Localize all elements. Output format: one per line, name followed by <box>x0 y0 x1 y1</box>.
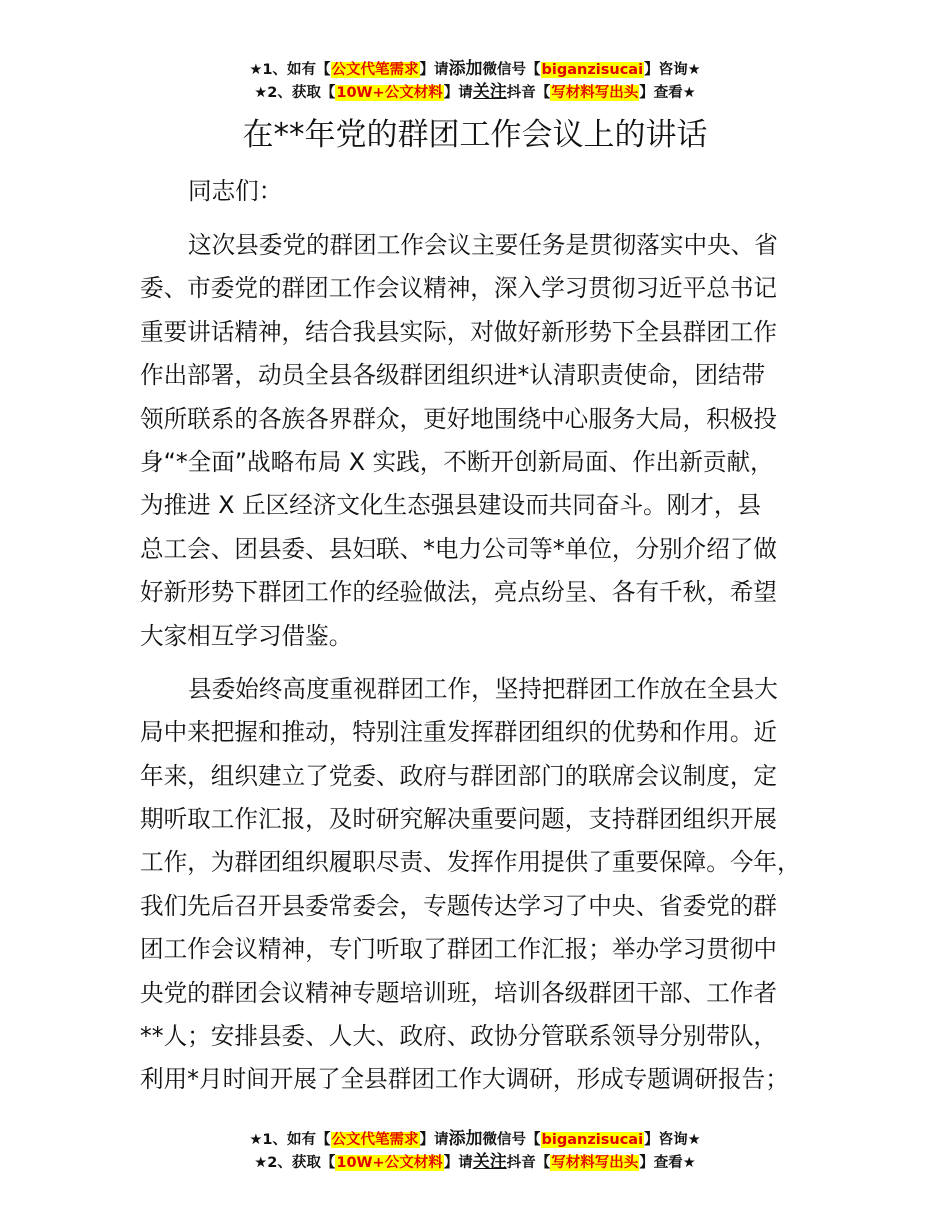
banner-highlight-service: 公文代笔需求 <box>331 62 419 78</box>
greeting: 同志们： <box>188 177 283 205</box>
text-line: 作出部署，动员全县各级群团组织进*认清职责使命，团结带 <box>140 361 766 390</box>
text-line: 领所联系的各族各界群众，更好地围绕中心服务大局，积极投 <box>140 404 778 433</box>
banner-text: 】请 <box>419 62 449 78</box>
text-line: 身“*全面”战略布局 X 实践，不断开创新局面、作出新贡献， <box>140 447 774 476</box>
text-line: 我们先后召开县委常委会，专题传达学习了中央、省委党的群 <box>140 891 778 920</box>
banner-highlight-materials: 10W+公文材料 <box>336 85 443 101</box>
banner-text: 】查看★ <box>639 85 696 101</box>
text-line: **人；安排县委、人大、政府、政协分管联系领导分别带队， <box>140 1022 778 1051</box>
banner-text: 】咨询★ <box>644 62 701 78</box>
banner-text: 抖音【 <box>506 1155 551 1171</box>
banner-highlight-service: 公文代笔需求 <box>331 1132 419 1148</box>
banner-highlight-wechat-id: biganzisucai <box>541 62 644 78</box>
banner-text: 微信号【 <box>482 62 541 78</box>
text-line: 为推进 X 丘区经济文化生态强县建设而共同奋斗。刚才，县 <box>140 491 762 520</box>
banner-text: 抖音【 <box>506 85 551 101</box>
text-line: 央党的群团会议精神专题培训班，培训各级群团干部、工作者 <box>140 978 778 1007</box>
banner-line-1 <box>0 58 950 81</box>
text-line: 局中来把握和推动，特别注重发挥群团组织的优势和作用。近 <box>140 718 778 747</box>
banner-text: 】查看★ <box>639 1155 696 1171</box>
banner-text: 】咨询★ <box>644 1132 701 1148</box>
text-line: 这次县委党的群团工作会议主要任务是贯彻落实中央、省 <box>188 231 778 259</box>
text-line: 利用*月时间开展了全县群团工作大调研，形成专题调研报告； <box>140 1065 789 1094</box>
footer-banner <box>0 1128 950 1174</box>
text-line: 好新形势下群团工作的经验做法，亮点纷呈、各有千秋，希望 <box>140 578 778 607</box>
header-banner <box>0 58 950 104</box>
banner-text: 】请 <box>419 1132 449 1148</box>
banner-text: 】请 <box>443 1155 473 1171</box>
text-line: 工作，为群团组织履职尽责、发挥作用提供了重要保障。今年， <box>140 848 801 877</box>
banner-line-2 <box>0 1151 950 1174</box>
text-line: 期听取工作汇报，及时研究解决重要问题，支持群团组织开展 <box>140 805 778 834</box>
banner-text: ★2、获取【 <box>254 1155 336 1171</box>
banner-text: 微信号【 <box>482 1132 541 1148</box>
text-line: 大家相互学习借鉴。 <box>140 621 353 650</box>
paragraph <box>140 224 830 658</box>
banner-line-1 <box>0 1128 950 1151</box>
text-line: 重要讲话精神，结合我县实际，对做好新形势下全县群团工作 <box>140 317 778 346</box>
text-line: 团工作会议精神，专门听取了群团工作汇报；举办学习贯彻中 <box>140 935 778 964</box>
banner-emphasis: 添加 <box>448 1129 483 1149</box>
document-title: 在**年党的群团工作会议上的讲话 <box>242 117 708 153</box>
text-line: 委、市委党的群团工作会议精神，深入学习贯彻习近平总书记 <box>140 274 778 303</box>
banner-emphasis: 关注 <box>472 82 507 102</box>
banner-highlight-douyin-id: 写材料写出头 <box>551 85 639 101</box>
banner-text: ★1、如有【 <box>249 1132 331 1148</box>
text-line: 县委始终高度重视群团工作，坚持把群团工作放在全县大 <box>188 674 778 703</box>
banner-emphasis: 关注 <box>472 1152 507 1172</box>
banner-emphasis: 添加 <box>448 59 483 79</box>
banner-highlight-wechat-id: biganzisucai <box>541 1132 644 1148</box>
banner-line-2 <box>0 81 950 104</box>
text-line: 年来，组织建立了党委、政府与群团部门的联席会议制度，定 <box>140 761 778 790</box>
banner-text: ★2、获取【 <box>254 85 336 101</box>
document-body <box>140 170 830 1102</box>
paragraph <box>140 668 830 1102</box>
banner-text: ★1、如有【 <box>249 62 331 78</box>
text-line: 总工会、团县委、县妇联、*电力公司等*单位，分别介绍了做 <box>140 534 778 563</box>
banner-highlight-materials: 10W+公文材料 <box>336 1155 443 1171</box>
banner-text: 】请 <box>443 85 473 101</box>
banner-highlight-douyin-id: 写材料写出头 <box>551 1155 639 1171</box>
